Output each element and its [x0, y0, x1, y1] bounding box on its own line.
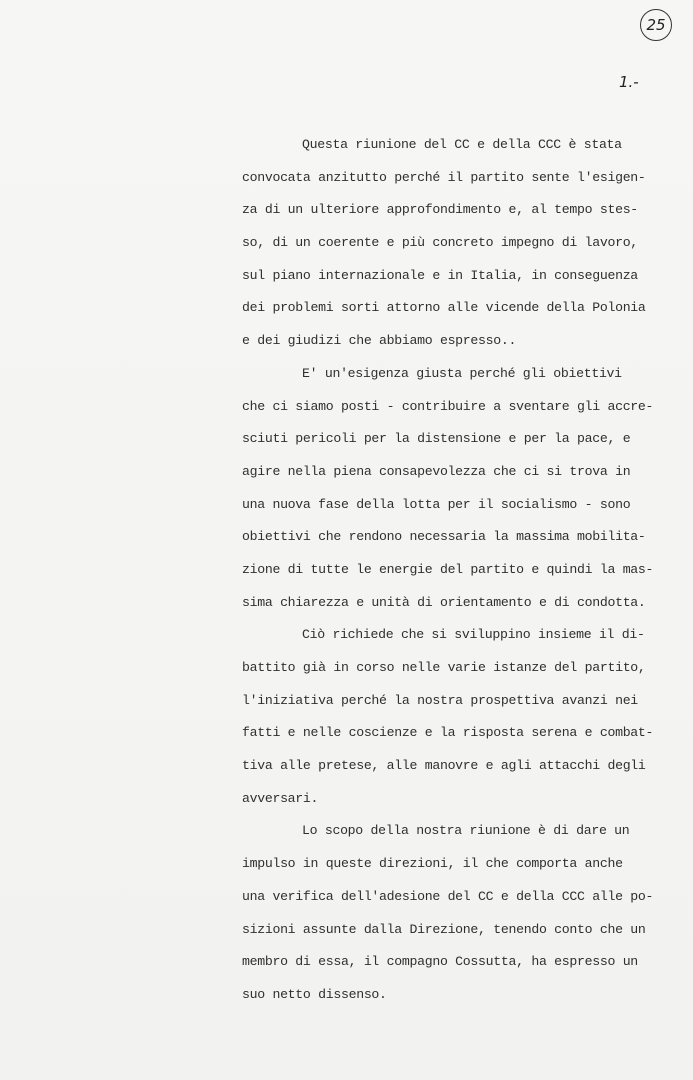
text-line: zione di tutte le energie del partito e quindi la mas- — [242, 561, 654, 577]
page-number: 1.- — [619, 73, 639, 91]
text-line: za di un ulteriore approfondimento e, al tempo stes- — [242, 202, 638, 218]
text-line: sizioni assunte dalla Direzione, tenendo conto che un — [242, 921, 646, 937]
text-line: che ci siamo posti - contribuire a sventare gli accre- — [242, 398, 654, 414]
text-line: e dei giudizi che abbiamo espresso.. — [242, 333, 517, 349]
text-line: sul piano internazionale e in Italia, in conseguenza — [242, 267, 638, 283]
text-line: tiva alle pretese, alle manovre e agli attacchi degli — [242, 758, 646, 774]
text-line: impulso in queste direzioni, il che comporta anche — [242, 856, 623, 872]
text-line: so, di un coerente e più concreto impegno di lavoro, — [242, 235, 638, 251]
text-line: dei problemi sorti attorno alle vicende della Polonia — [242, 300, 646, 316]
text-line: Ciò richiede che si sviluppino insieme il di- — [302, 627, 645, 643]
text-line: E' un'esigenza giusta perché gli obiettivi — [302, 365, 622, 381]
text-line: battito già in corso nelle varie istanze del partito, — [242, 660, 646, 675]
text-line: una nuova fase della lotta per il socialismo - sono — [242, 496, 631, 512]
text-line: Questa riunione del CC e della CCC è stata — [302, 137, 622, 152]
text-line: una verifica dell'adesione del CC e della CCC alle po- — [242, 888, 654, 904]
text-line: obiettivi che rendono necessaria la massima mobilita- — [242, 529, 646, 545]
text-line: sima chiarezza e unità di orientamento e di condotta. — [242, 594, 646, 610]
document-body — [242, 134, 654, 1017]
text-line: sciuti pericoli per la distensione e per la pace, e — [242, 431, 631, 447]
text-line: fatti e nelle coscienze e la risposta serena e combat- — [242, 725, 654, 741]
text-line: suo netto dissenso. — [242, 986, 387, 1002]
text-line: membro di essa, il compagno Cossutta, ha espresso un — [242, 954, 638, 970]
text-line: agire nella piena consapevolezza che ci si trova in — [242, 463, 631, 479]
text-line: avversari. — [242, 790, 319, 806]
archive-stamp: 25 — [640, 9, 672, 41]
text-line: l'iniziativa perché la nostra prospettiva avanzi nei — [242, 692, 638, 708]
text-line: Lo scopo della nostra riunione è di dare un — [302, 823, 630, 839]
text-line: convocata anzitutto perché il partito sente l'esigen- — [242, 169, 646, 185]
